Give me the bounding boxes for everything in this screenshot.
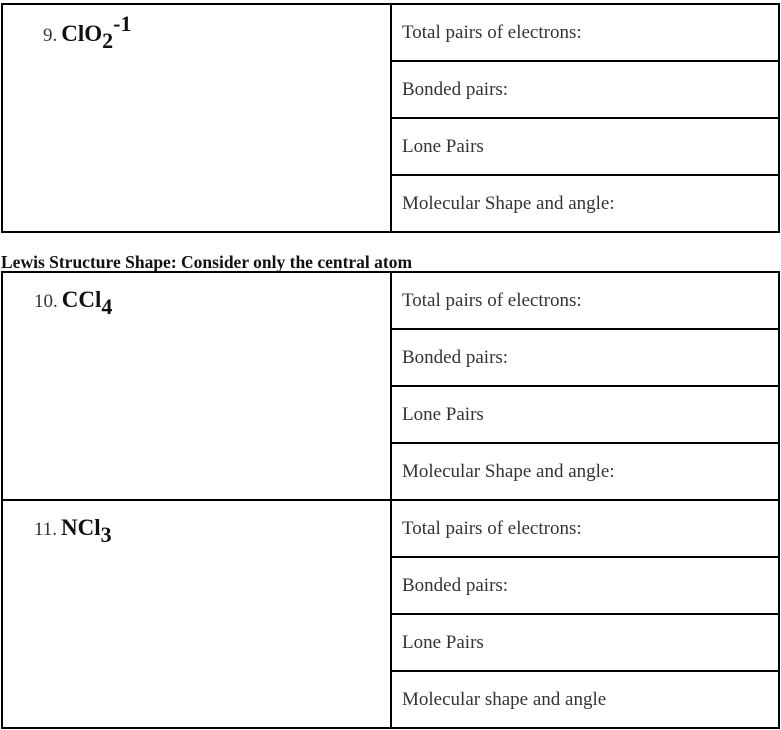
total-pairs-field[interactable]: Total pairs of electrons:	[391, 500, 779, 557]
total-pairs-field[interactable]: Total pairs of electrons:	[391, 4, 779, 61]
total-pairs-field[interactable]: Total pairs of electrons:	[391, 272, 779, 329]
question-number: 11.	[34, 519, 58, 540]
bonded-pairs-field[interactable]: Bonded pairs:	[391, 61, 779, 118]
question-10-drawing-area[interactable]	[2, 272, 391, 500]
chemical-formula: NCl$_3$	[61, 515, 112, 547]
section-heading: Lewis Structure Shape: Consider only the central atom	[1, 252, 413, 272]
question-number: 9.	[43, 25, 58, 46]
question-11-drawing-area[interactable]	[2, 500, 391, 728]
lone-pairs-field[interactable]: Lone Pairs	[391, 614, 779, 671]
question-9-drawing-area[interactable]	[2, 4, 391, 232]
bonded-pairs-field[interactable]: Bonded pairs:	[391, 557, 779, 614]
molecular-shape-field[interactable]: Molecular shape and angle	[391, 671, 779, 728]
chemical-formula: CCl$_4$	[61, 287, 113, 319]
chemical-formula: ClO$_2^{-1}$	[61, 11, 132, 53]
bonded-pairs-field[interactable]: Bonded pairs:	[391, 329, 779, 386]
molecular-shape-field[interactable]: Molecular Shape and angle:	[391, 443, 779, 500]
lone-pairs-field[interactable]: Lone Pairs	[391, 386, 779, 443]
question-number: 10.	[34, 291, 58, 312]
question-9-table	[1, 3, 780, 233]
molecular-shape-field[interactable]: Molecular Shape and angle:	[391, 175, 779, 232]
questions-10-11-table	[1, 271, 780, 729]
lone-pairs-field[interactable]: Lone Pairs	[391, 118, 779, 175]
